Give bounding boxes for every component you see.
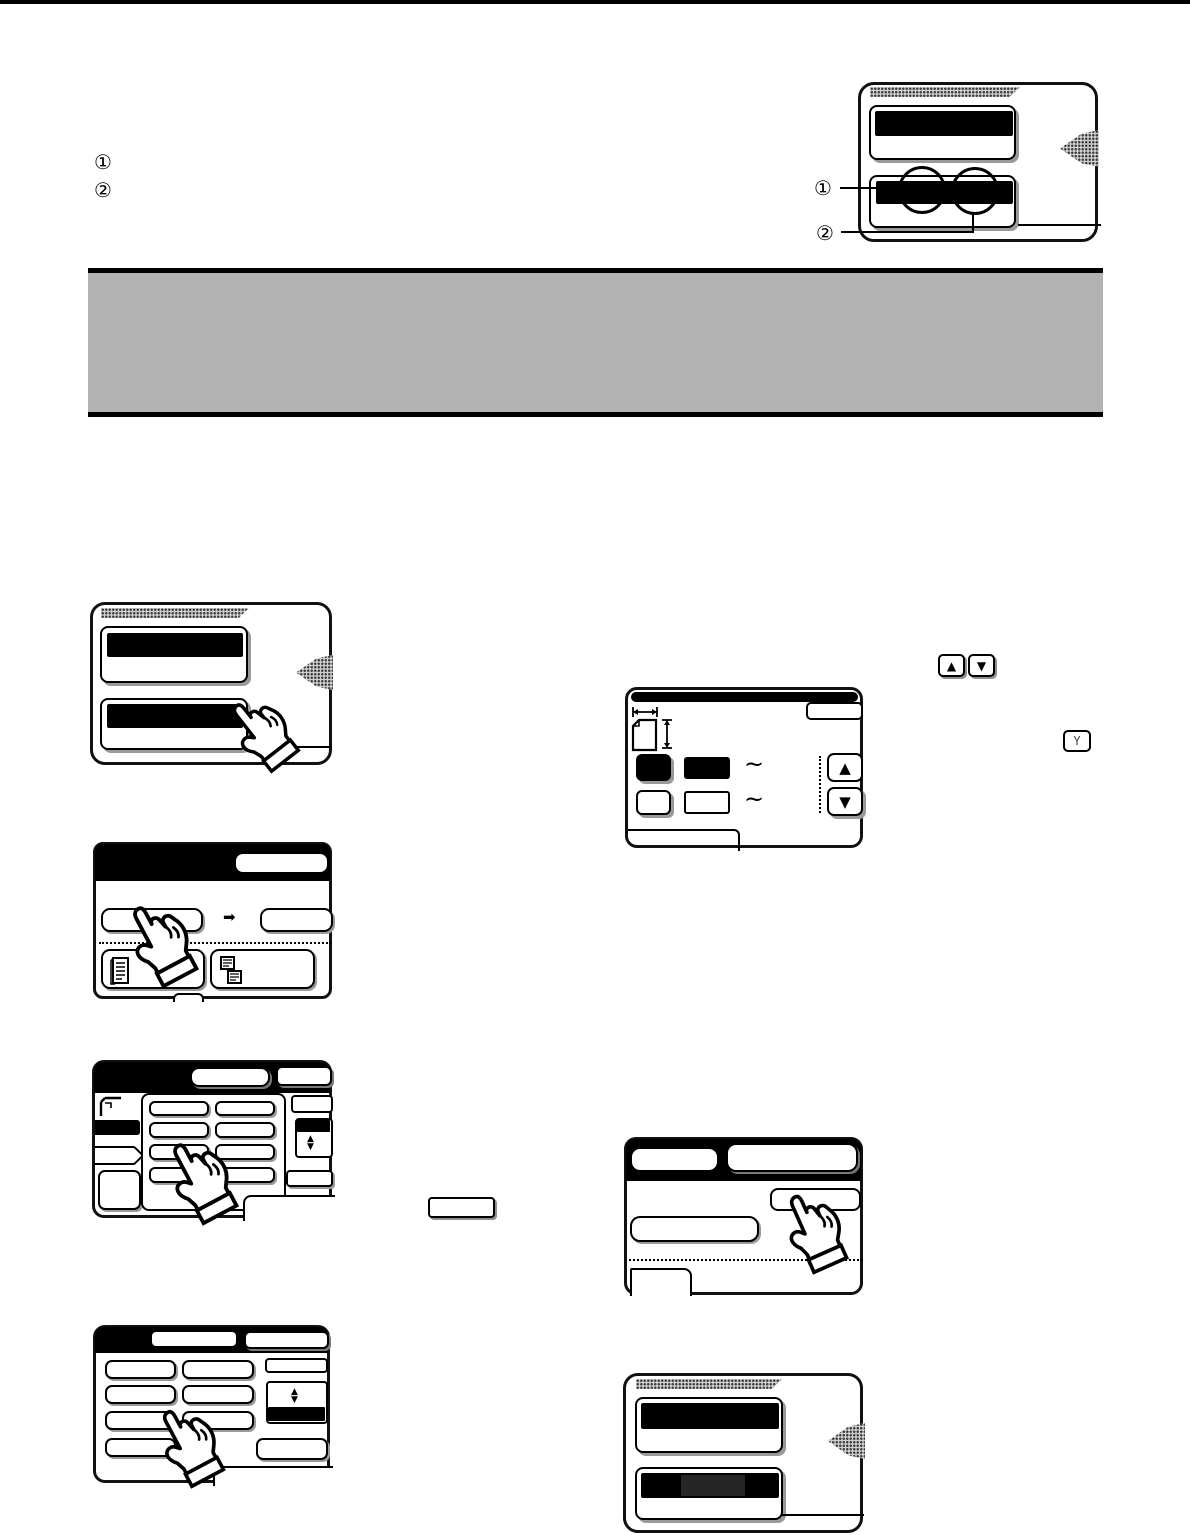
down-arrow-icon: ▼ (976, 658, 987, 673)
doc-option-key-right (210, 949, 315, 989)
upper-key (100, 626, 248, 683)
size-key-r1c2 (182, 1360, 254, 1379)
size-key-r2c1 (149, 1122, 209, 1138)
up-arrow-icon: ▲ (839, 758, 851, 777)
selected-row-bar (95, 1120, 140, 1135)
option-key-right (770, 1188, 861, 1211)
bottom-tab (173, 993, 204, 1002)
upper-key-label-bar (641, 1403, 779, 1429)
panel-divider-line (781, 1514, 864, 1516)
spinner-down-glyph: ▼ (291, 1395, 298, 1405)
ok-key (806, 702, 863, 720)
spinner-up-glyph: ▲ (291, 1387, 298, 1397)
spinner-updown-icon (307, 1135, 314, 1151)
doc-option-key-left (101, 949, 205, 989)
lower-key-label-bar (107, 704, 243, 728)
header-right-key (244, 1331, 329, 1349)
screen-top-shading (101, 608, 249, 618)
panel-divider-line (248, 746, 332, 748)
note-box (88, 268, 1103, 417)
list-marker-1: ① (94, 150, 112, 174)
x-dimension-arrow-icon (631, 706, 659, 718)
mode-tabs-screen-diagram (624, 1137, 863, 1295)
down-arrow-icon: ▼ (839, 792, 851, 811)
destination-key (260, 908, 333, 932)
callout-circle-2 (951, 167, 999, 215)
bottom-tab (630, 1268, 692, 1296)
page-top-rule (0, 0, 1190, 4)
right-bottom-key (256, 1438, 328, 1460)
list-marker-2: ② (94, 178, 112, 202)
spinner-updown-icon (291, 1388, 298, 1404)
size-key-wide (149, 1167, 275, 1183)
forward-arrow-icon: ➡ (223, 908, 236, 926)
page-flip-arrow (828, 1423, 865, 1459)
screen-top-shading (636, 1379, 782, 1389)
callout-circle-1 (898, 166, 946, 214)
tray-key (98, 1170, 141, 1210)
size-key-r1c1 (105, 1360, 176, 1379)
decrease-key (827, 787, 863, 816)
y-value-display (684, 791, 730, 814)
tray-pointer-tag (95, 1146, 137, 1165)
exposure-screen-diagram (858, 82, 1098, 242)
screen-title-bar (631, 692, 858, 702)
size-list-screen-diagram (93, 1325, 330, 1483)
leader-line-1 (840, 187, 896, 189)
lower-key-highlight-segment (681, 1475, 745, 1496)
address-screen-diagram (93, 842, 332, 999)
tray-spinner-box (266, 1381, 328, 1424)
diagram-callout-1: ① (814, 176, 832, 200)
size-key-r3c2 (215, 1144, 275, 1160)
screen-header-bar (94, 1062, 330, 1093)
size-key-r2c1 (105, 1385, 176, 1404)
screen-header-bar (95, 1327, 328, 1353)
inline-y-key (1063, 730, 1091, 752)
increase-key (827, 753, 863, 782)
size-key-r3c2 (182, 1411, 254, 1430)
panel-divider-line (1018, 224, 1101, 226)
document-list-icon (110, 956, 132, 986)
leader-line-2-vertical (972, 212, 974, 232)
upper-key-label-bar (107, 633, 243, 657)
y-key-label: Y (1073, 734, 1081, 748)
x-range-tilde: ~ (744, 750, 765, 778)
original-sheet-icon (631, 718, 659, 752)
inline-decrease-key (968, 654, 995, 677)
header-right-tab-key (726, 1143, 858, 1172)
right-bottom-key (286, 1170, 333, 1187)
lower-key (635, 1467, 783, 1520)
special-modes-screen-diagram-2 (623, 1373, 863, 1533)
special-modes-screen-diagram (90, 602, 332, 765)
tray-spinner-box (295, 1118, 333, 1158)
size-key-r1c1 (149, 1101, 209, 1116)
up-arrow-icon: ▲ (946, 658, 957, 673)
y-dimension-arrow-icon (661, 718, 673, 750)
dotted-divider (629, 1259, 863, 1261)
inline-increase-key (938, 654, 965, 677)
size-key-r1c2 (215, 1101, 275, 1116)
header-right-key (276, 1066, 332, 1086)
two-documents-icon (219, 955, 245, 987)
size-key-r3c1 (149, 1144, 209, 1160)
upper-key (635, 1397, 783, 1453)
x-axis-key-selected (636, 754, 671, 781)
original-icon (99, 1096, 123, 1118)
size-key-r4c1 (105, 1438, 176, 1457)
spinner-up-glyph: ▲ (307, 1134, 314, 1144)
right-top-key (291, 1095, 333, 1113)
xy-size-screen-diagram (625, 687, 863, 848)
spinner-down-glyph: ▼ (307, 1142, 314, 1152)
leader-line-2-horizontal (841, 231, 974, 233)
lower-key (100, 698, 248, 750)
option-key-wide (630, 1216, 759, 1242)
bottom-tab (213, 1466, 333, 1486)
size-grid (141, 1093, 286, 1211)
size-key-r2c2 (215, 1122, 275, 1138)
page-flip-arrow (1060, 130, 1099, 167)
x-value-display (684, 757, 730, 779)
right-top-key (265, 1358, 328, 1373)
bottom-tab (628, 829, 740, 851)
inline-blank-key (428, 1197, 495, 1218)
header-center-key (150, 1330, 238, 1348)
header-right-key (234, 852, 329, 874)
screen-header-bar (626, 1139, 861, 1181)
y-axis-key (636, 790, 671, 815)
upper-key (869, 105, 1016, 160)
diagram-callout-2: ② (816, 221, 834, 245)
screen-top-shading (870, 87, 1020, 97)
page-flip-arrow (296, 655, 333, 690)
header-center-key (190, 1067, 270, 1087)
dotted-divider (99, 942, 331, 944)
header-left-tab-key (630, 1147, 719, 1172)
size-key-r3c1 (105, 1411, 176, 1430)
upper-key-label-bar (875, 111, 1013, 136)
bottom-tab (243, 1195, 335, 1221)
spinner-selected-bar (268, 1407, 325, 1421)
source-key (101, 908, 203, 932)
paper-size-select-screen-diagram (92, 1060, 332, 1218)
spinner-selected-bar (297, 1120, 330, 1132)
size-key-r2c2 (182, 1385, 254, 1404)
dotted-separator (819, 756, 821, 813)
y-range-tilde: ~ (744, 785, 765, 813)
screen-header-bar (95, 844, 330, 881)
